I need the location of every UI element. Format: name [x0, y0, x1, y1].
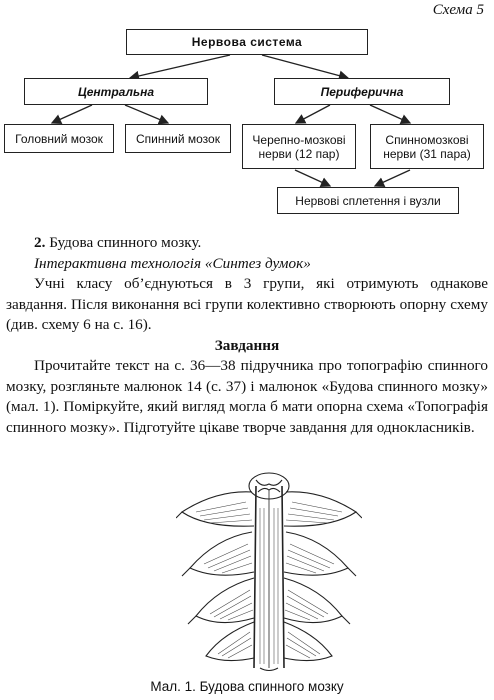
box-central: Центральна	[24, 78, 208, 105]
box-spinal-cord: Спинний мозок	[125, 124, 231, 153]
spinal-cord-illustration	[176, 468, 362, 676]
arrow-cranial-plexus	[295, 170, 330, 186]
spinal-nerves-line1: Спинномозкові	[385, 132, 469, 147]
paragraph-groups: Учні класу об’єднуються в 3 групи, які отримують однакове завдання. Після виконання всі групи колективно створюють опорну схему (див. схему 6 на с. 16).	[6, 275, 488, 333]
section-body	[6, 233, 488, 438]
arrow-central-brain	[52, 105, 92, 123]
arrow-root-peripheral	[262, 55, 348, 78]
arrow-peripheral-spinal-nerves	[370, 105, 410, 123]
cranial-nerves-line1: Черепно-мозкові	[252, 132, 346, 147]
spinal-nerves-line2: нерви (31 пара)	[383, 146, 471, 161]
arrow-root-central	[130, 55, 230, 78]
section-title: Будова спинного мозку.	[49, 234, 202, 251]
box-cranial-nerves	[242, 124, 356, 169]
arrow-spinal-nerves-plexus	[375, 170, 410, 186]
arrow-peripheral-cranial	[296, 105, 330, 123]
schema-label: Схема 5	[432, 2, 484, 18]
arrow-central-spinal	[125, 105, 168, 123]
task-heading: Завдання	[214, 336, 280, 354]
figure-caption: Мал. 1. Будова спинного мозку	[150, 679, 344, 694]
technology-line: Інтерактивна технологія «Синтез думок»	[34, 254, 311, 272]
section-number: 2.	[34, 234, 46, 251]
paragraph-task: Прочитайте текст на с. 36—38 підручника про топографію спинного мозку, розгляньте малюнок 14 (с. 37) і малюнок «Будова спинного мозку» (мал. 1). Поміркуйте, який вигляд могла б мати опорна схема «Топографія спинного мозку». Підготуйте цікаве творче завдання для однокласників.	[6, 357, 488, 436]
box-spinal-nerves	[370, 124, 484, 169]
box-peripheral: Периферична	[274, 78, 450, 105]
section-heading	[6, 233, 488, 254]
box-brain: Головний мозок	[4, 124, 114, 153]
box-plexuses: Нервові сплетення і вузли	[277, 187, 459, 214]
cranial-nerves-line2: нерви (12 пар)	[258, 146, 340, 161]
box-nervous-system: Нервова система	[126, 29, 368, 55]
